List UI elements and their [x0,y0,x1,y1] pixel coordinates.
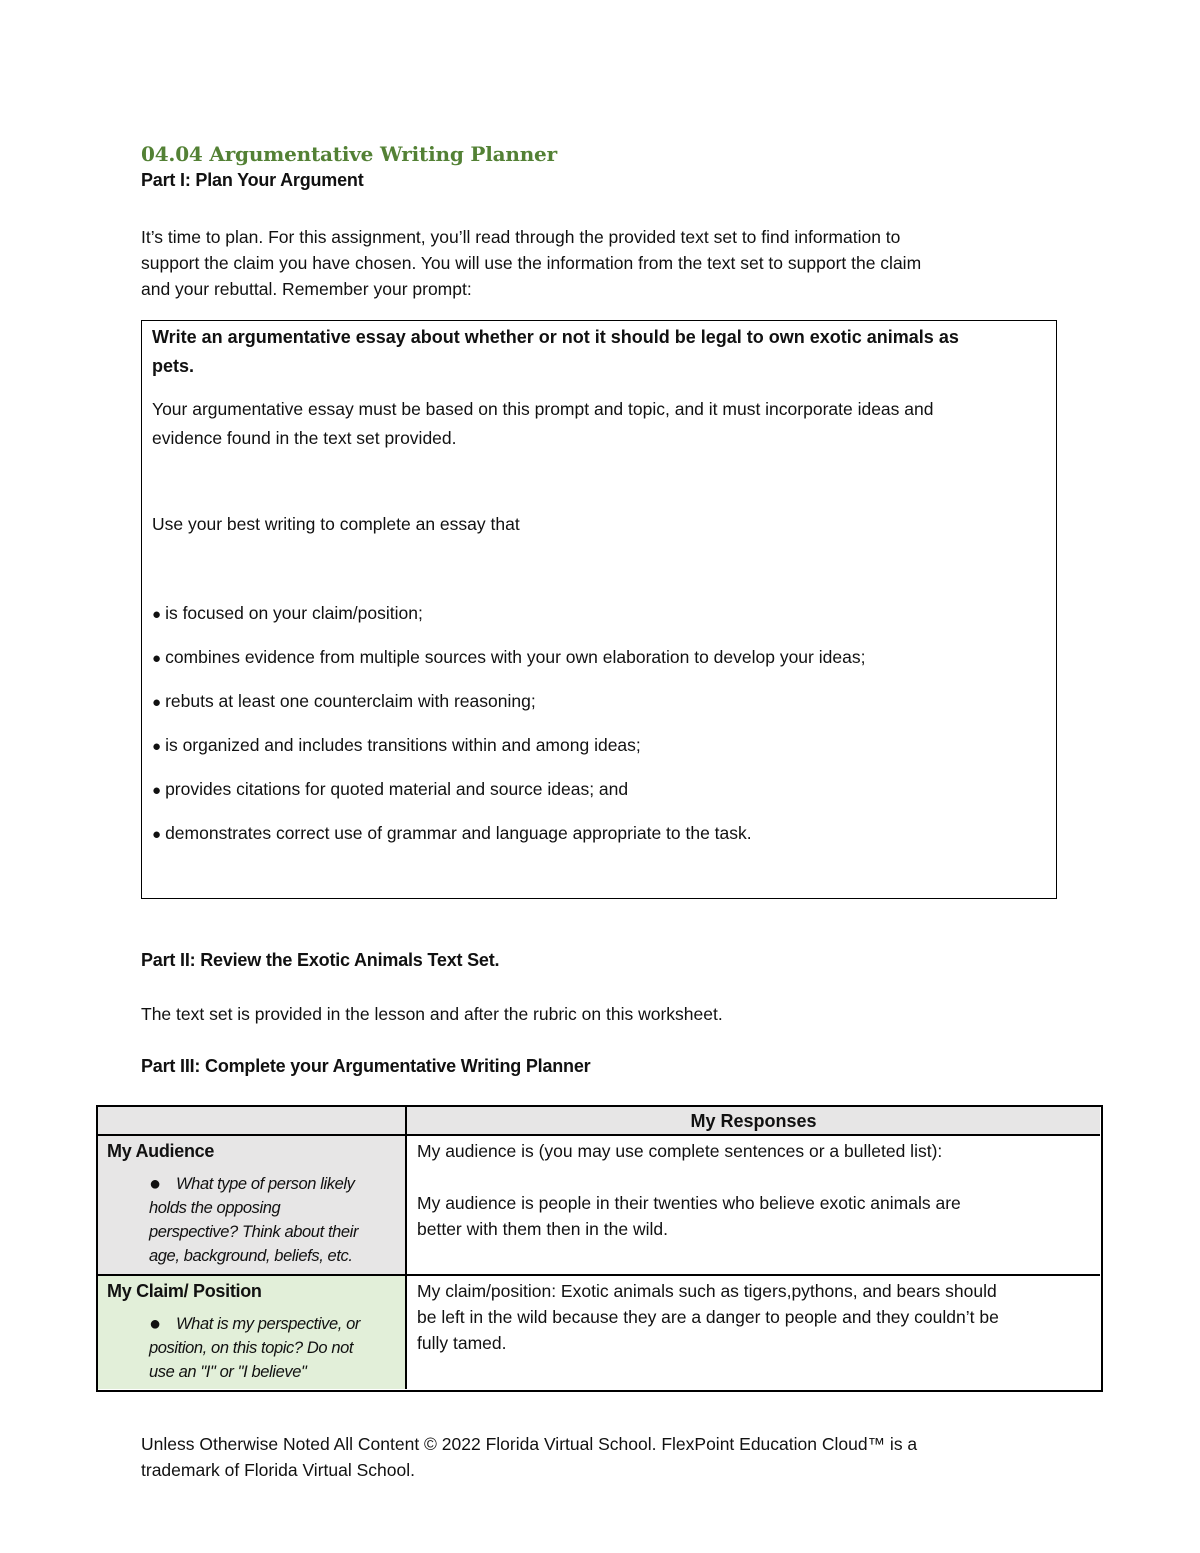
audience-title: My Audience [107,1141,215,1161]
prompt-bullet: ● is organized and includes transitions within and among ideas; [152,735,641,755]
prompt-heading-line: Write an argumentative essay about whether or not it should be legal to own exotic animals as [152,327,959,347]
part2-text: The text set is provided in the lesson and after the rubric on this worksheet. [141,1004,723,1024]
prompt-bullet: ● combines evidence from multiple sources with your own elaboration to develop your ideas; [152,647,866,667]
claim-response[interactable]: My claim/position: Exotic animals such as tigers,pythons, and bears should be left in the wild because they are a danger to people and they couldn’t be fully tamed. [417,1281,999,1353]
claim-question: ● What is my perspective, or position, on this topic? Do not use an "I" or "I believe" [149,1313,360,1381]
basis-line: Your argumentative essay must be based on this prompt and topic, and it must incorporate ideas and [152,399,934,419]
footer-copyright: Unless Otherwise Noted All Content © 2022 Florida Virtual School. FlexPoint Education Cloud™ is a trademark of Florida Virtual School. [141,1434,918,1480]
audience-response-cell[interactable] [407,1136,1100,1276]
basis-line: evidence found in the text set provided. [152,428,457,448]
audience-prompt: My audience is (you may use complete sentences or a bulleted list): [417,1141,943,1161]
bullet-icon: ● [152,738,162,755]
part1-heading: Part I: Plan Your Argument [141,170,364,190]
prompt-bullet: ● demonstrates correct use of grammar and language appropriate to the task. [152,823,752,843]
audience-response[interactable]: My audience is people in their twenties who believe exotic animals are better with them then in the wild. [417,1193,961,1239]
prompt-heading [152,323,1032,381]
bullet-icon: ● [149,1173,161,1195]
prompt-use-text: Use your best writing to complete an essay that [152,514,520,534]
claim-response-cell[interactable] [407,1276,1100,1389]
prompt-bullet: ● is focused on your claim/position; [152,603,423,623]
header-my-responses: My Responses [407,1107,1100,1136]
prompt-box [141,320,1057,899]
planner-table [96,1105,1103,1392]
part1-intro [141,224,921,302]
intro-line: It’s time to plan. For this assignment, you’ll read through the provided text set to find information to [141,227,901,247]
prompt-basis [152,395,1052,453]
prompt-bullet: ● provides citations for quoted material and source ideas; and [152,779,629,799]
page-title: 04.04 Argumentative Writing Planner [141,142,557,166]
bullet-icon: ● [152,782,162,799]
prompt-heading-line: pets. [152,356,195,376]
header-empty-cell [98,1107,407,1136]
bullet-icon: ● [152,826,162,843]
claim-label-cell [98,1276,407,1389]
audience-question: ● What type of person likely holds the opposing perspective? Think about their age, background, beliefs, etc. [149,1173,359,1265]
bullet-icon: ● [149,1313,161,1335]
bullet-icon: ● [152,650,162,667]
bullet-icon: ● [152,606,162,623]
part2-heading: Part II: Review the Exotic Animals Text Set. [141,950,500,970]
intro-line: support the claim you have chosen. You will use the information from the text set to support the claim [141,253,922,273]
claim-title: My Claim/ Position [107,1281,262,1301]
part3-heading: Part III: Complete your Argumentative Writing Planner [141,1056,591,1076]
bullet-icon: ● [152,694,162,711]
intro-line: and your rebuttal. Remember your prompt: [141,279,472,299]
prompt-bullet: ● rebuts at least one counterclaim with reasoning; [152,691,536,711]
audience-label-cell [98,1136,407,1276]
